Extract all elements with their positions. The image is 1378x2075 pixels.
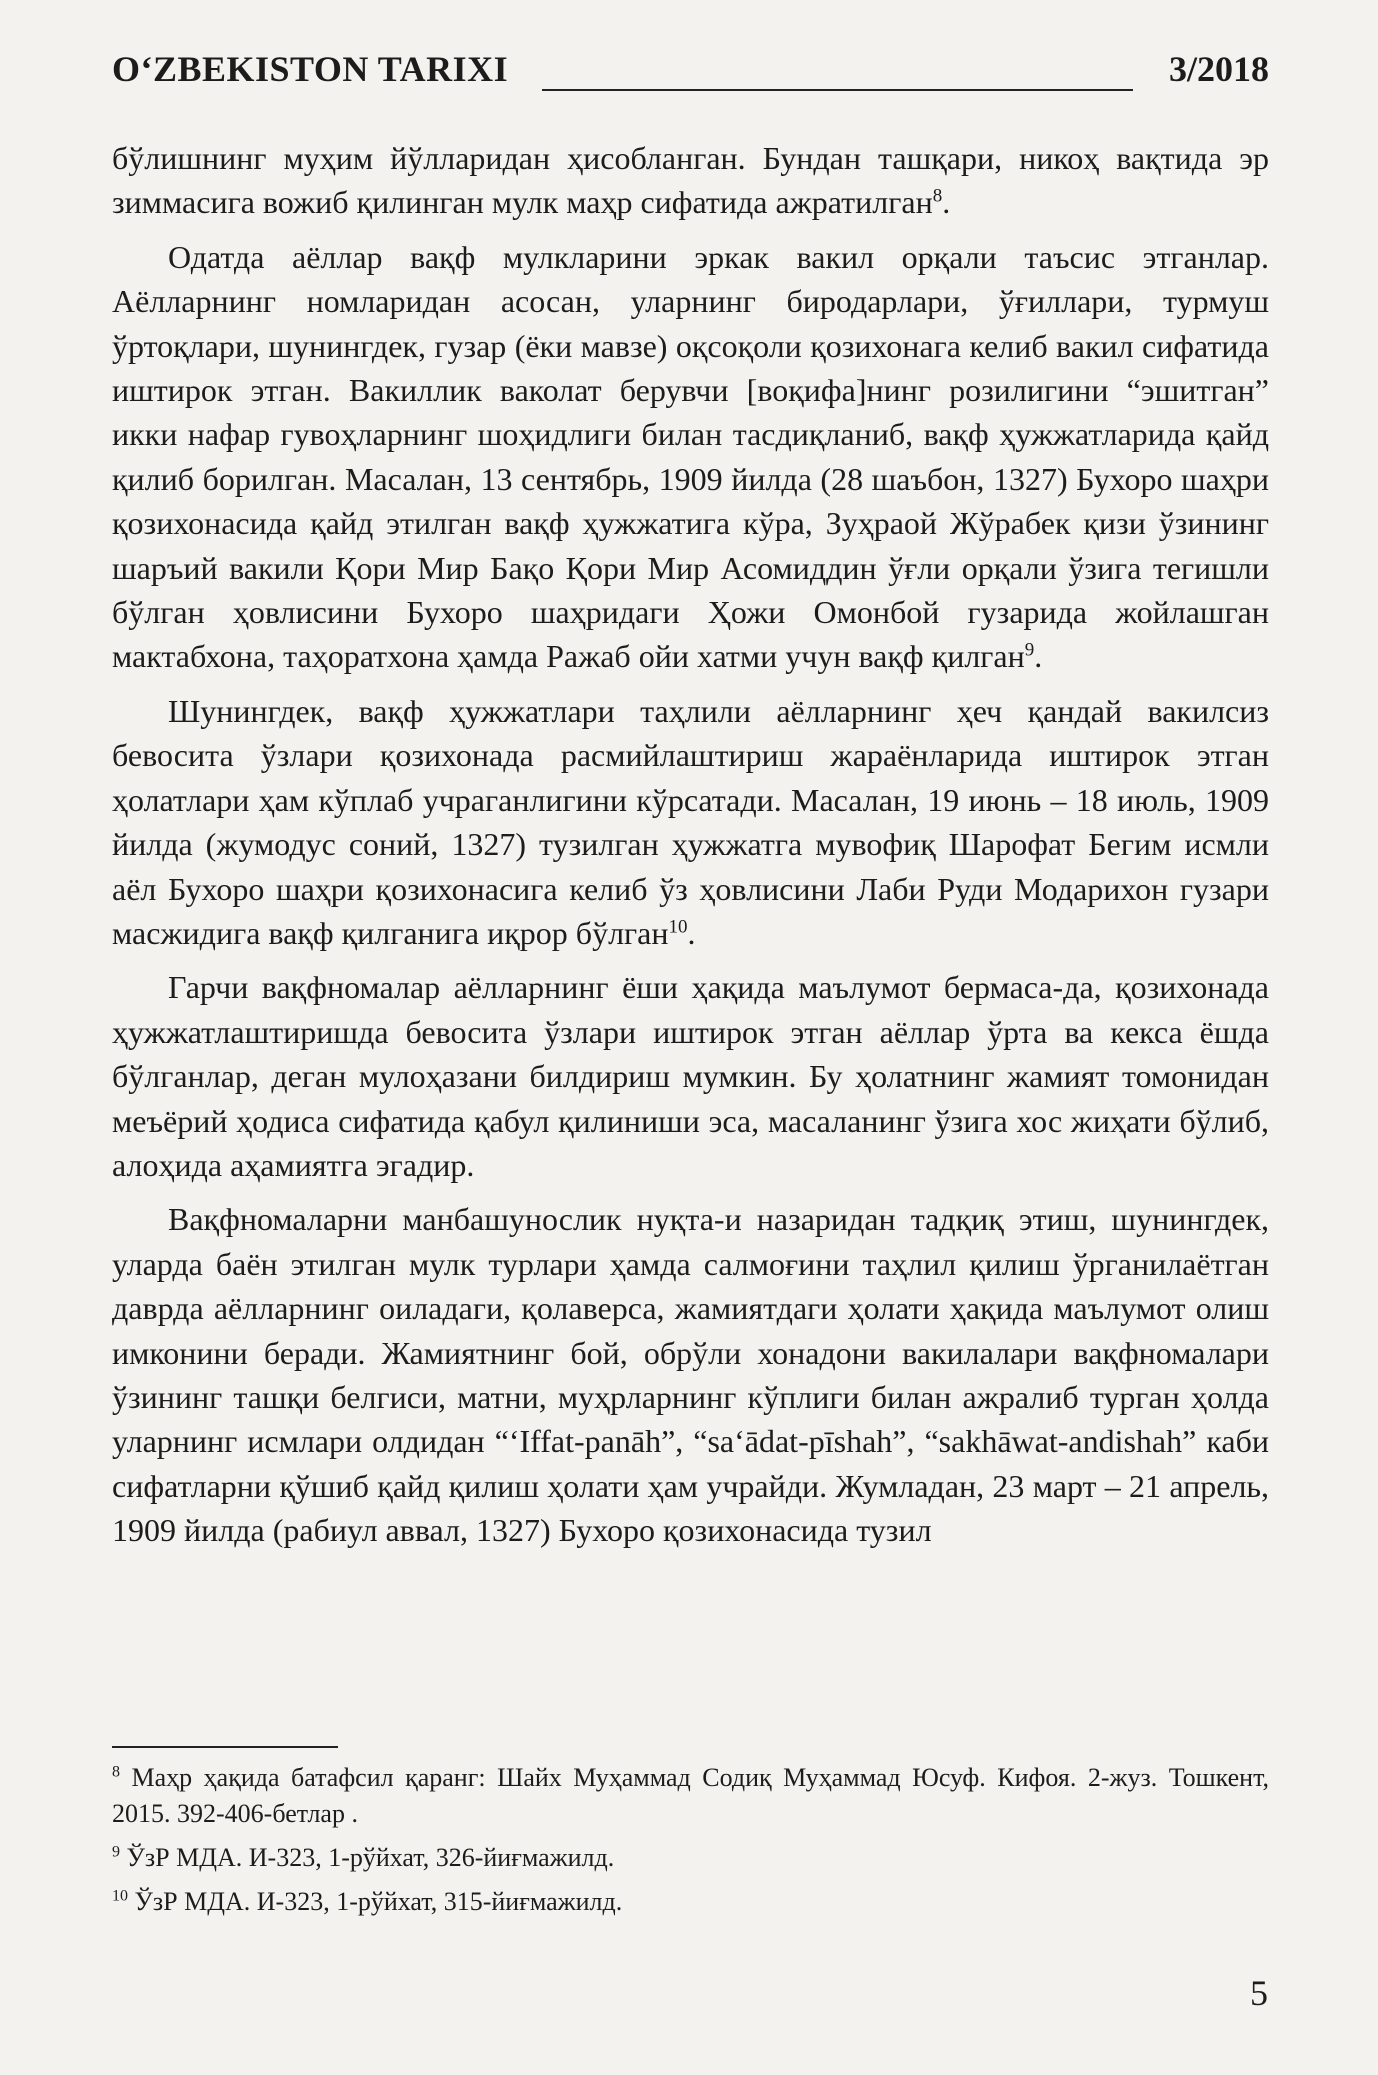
issue-number: 3/2018 bbox=[1168, 49, 1269, 89]
footnote-text: ЎзР МДА. И-323, 1-рўйхат, 315-йиғмажилд. bbox=[134, 1887, 623, 1916]
paragraph-tail: . bbox=[1034, 638, 1043, 675]
footnote-ref[interactable]: 9 bbox=[1024, 639, 1035, 661]
paragraph bbox=[112, 689, 1269, 955]
footnote-text: ЎзР МДА. И-323, 1-рўйхат, 326-йиғмажилд. bbox=[126, 1843, 615, 1872]
footnote-separator bbox=[112, 1746, 338, 1748]
paragraph bbox=[112, 235, 1269, 679]
paragraph-text: Вақфномаларни манбашунослик нуқта-и назаридан тадқиқ этиш, шунингдек, уларда баён этилган мулк турлари ҳамда салмоғини таҳлил қилиш ўрганилаётган даврда аёлларнинг оиладаги, қолаверса, жамиятдаги ҳолати ҳақида маълумот олиш имконини беради. Жамиятнинг бой, обрўли хонадони вакилалари вақфномалари ўзининг ташқи белгиси, матни, муҳрларнинг кўплиги билан ажралиб турган ҳолда уларнинг исмлари олдидан “‘Iffat-panāh”, “sa‘ādat-pīshah”, “sakhāwat-andishah” каби сифатларни қўшиб қайд қилиш ҳолати ҳам учрайди. Жумладан, 23 март – 21 апрель, 1909 йилда (рабиул аввал, 1327) Бухоро қозихонасида тузил bbox=[112, 1201, 1269, 1549]
paragraph-text: Одатда аёллар вақф мулкларини эркак вакил орқали таъсис этганлар. Аёлларнинг номларидан асосан, уларнинг биродарлари, ўғиллари, турмуш ўртоқлари, шунингдек, гузар (ёки мавзе) оқсоқоли қозихонага келиб вакил сифатида иштирок этган. Вакиллик ваколат берувчи [воқифа]нинг розилигини “эшитган” икки нафар гувоҳларнинг шоҳидлиги билан тасдиқланиб, вақф ҳужжатларида қайд қилиб борилган. Масалан, 13 сентябрь, 1909 йилда (28 шаъбон, 1327) Бухоро шаҳри қозихонасида қайд этилган вақф ҳужжатига кўра, Зуҳраой Жўрабек қизи ўзининг шаръий вакили Қори Мир Бақо Қори Мир Асомиддин ўғли орқали ўзига тегишли бўлган ҳовлисини Бухоро шаҳридаги Ҳожи Омонбой гузарида жойлашган мактабхона, таҳоратхона ҳамда Ражаб ойи хатми учун вақф қилган bbox=[112, 238, 1269, 675]
paragraph-text: бўлишнинг муҳим йўлларидан ҳисобланган. Бундан ташқари, никоҳ вақтида эр зиммасига вожиб қилинган мулк маҳр сифатида ажратилган bbox=[112, 140, 1269, 221]
paragraph bbox=[112, 965, 1269, 1187]
footnote-text: Маҳр ҳақида батафсил қаранг: Шайх Муҳаммад Содиқ Муҳаммад Юсуф. Кифоя. 2-жуз. Тошкент, 2015. 392-406-бетлар . bbox=[112, 1763, 1269, 1828]
footnote-number: 8 bbox=[112, 1763, 120, 1781]
footnotes bbox=[112, 1760, 1269, 1928]
paragraph bbox=[112, 1197, 1269, 1552]
footnote-number: 10 bbox=[112, 1887, 128, 1905]
paragraph bbox=[112, 136, 1269, 225]
running-header bbox=[112, 44, 1269, 94]
footnote-ref[interactable]: 10 bbox=[668, 916, 688, 938]
footnote bbox=[112, 1840, 1269, 1876]
header-rule bbox=[542, 89, 1133, 91]
page-number: 5 bbox=[1250, 1973, 1268, 2013]
paragraph-tail: . bbox=[942, 184, 951, 221]
paragraph-tail: . bbox=[687, 914, 696, 951]
footnote bbox=[112, 1884, 1269, 1920]
footnote-ref[interactable]: 8 bbox=[932, 185, 943, 207]
footnote bbox=[112, 1760, 1269, 1832]
footnote-number: 9 bbox=[112, 1843, 120, 1861]
paragraph-text: Шунингдек, вақф ҳужжатлари таҳлили аёлларнинг ҳеч қандай вакилсиз бевосита ўзлари қозихонада расмийлаштириш жараёнларида иштирок этган ҳолатлари ҳам кўплаб учраганлигини кўрсатади. Масалан, 19 июнь – 18 июль, 1909 йилда (жумодус соний, 1327) тузилган ҳужжатга мувофиқ Шарофат Бегим исмли аёл Бухоро шаҳри қозихонасига келиб ўз ҳовлисини Лаби Руди Модарихон гузари масжидига вақф қилганига иқрор бўлган bbox=[112, 692, 1269, 951]
paragraph-text: Гарчи вақфномалар аёлларнинг ёши ҳақида маълумот бермаса-да, қозихонада ҳужжатлаштиришда бевосита ўзлари иштирок этган аёллар ўрта ва кекса ёшда бўлганлар, деган мулоҳазани билдириш мумкин. Бу ҳолатнинг жамият томонидан меъёрий ҳодиса сифатида қабул қилиниши эса, масаланинг ўзига хос жиҳати бўлиб, алоҳида аҳамиятга эгадир. bbox=[112, 969, 1269, 1183]
journal-title: O‘ZBEKISTON TARIXI bbox=[112, 49, 509, 89]
article-body bbox=[112, 136, 1269, 1563]
